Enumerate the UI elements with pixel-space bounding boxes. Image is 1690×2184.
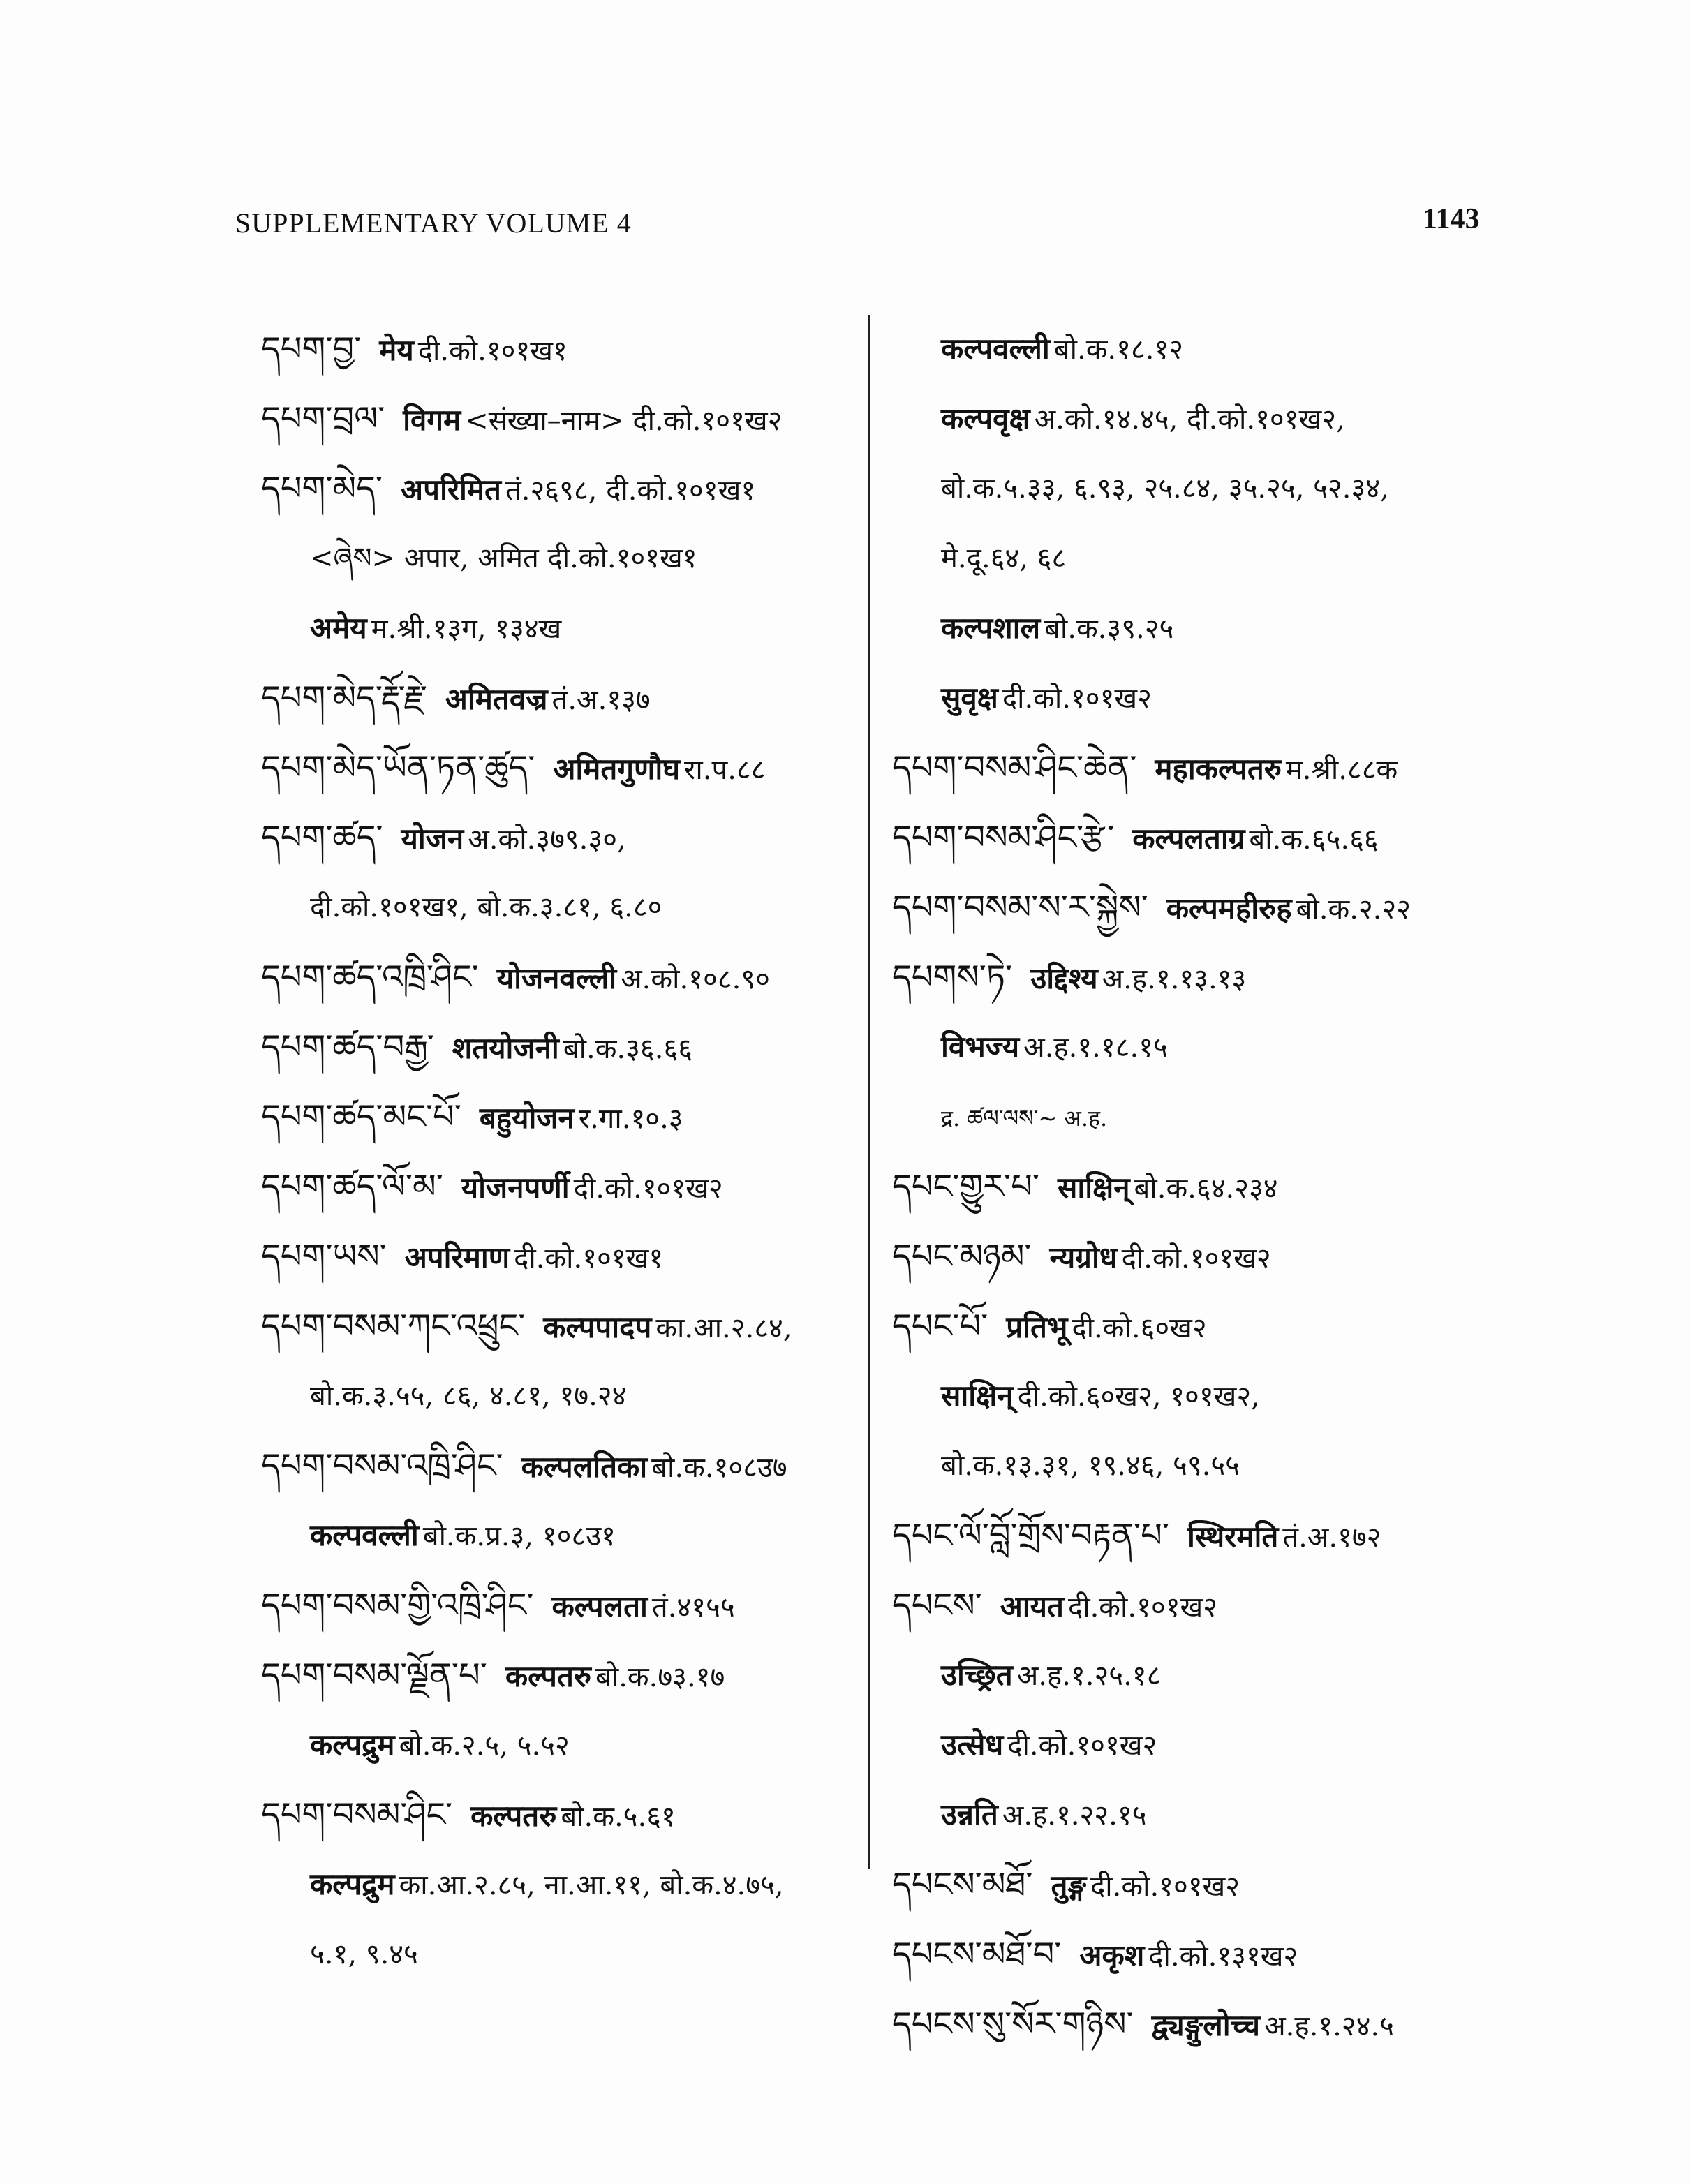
entry-continuation — [310, 1926, 861, 1996]
dictionary-entry — [892, 1159, 1506, 1228]
entry-line — [261, 321, 568, 379]
sanskrit-term: योजन — [401, 822, 464, 856]
entry-line — [261, 1577, 735, 1635]
tibetan-headword: དཔག་མེད་ཡོན་ཏན་ཚུད་ — [261, 748, 535, 787]
tibetan-headword: དཔག་བསམ་ལྗོན་པ་ — [261, 1656, 487, 1695]
tibetan-headword: དཔང་མཉམ་ — [892, 1237, 1032, 1276]
source-reference: बो.क.१८.१२ — [1053, 334, 1184, 366]
page-number: 1143 — [1423, 203, 1480, 235]
sanskrit-term: अमितवज्र — [445, 682, 548, 716]
source-reference: दी.को.१०१ख२ — [573, 1173, 723, 1205]
source-reference: दी.को.१३१ख२ — [1148, 1940, 1298, 1973]
sanskrit-term: अपरिमित — [401, 473, 501, 507]
entry-continuation — [941, 1647, 1506, 1717]
dictionary-entry — [892, 1857, 1506, 1926]
source-reference: रा.प.८८ — [684, 754, 766, 786]
source-reference: बो.क.२.५, ५.५२ — [399, 1730, 570, 1762]
dictionary-entry — [892, 1228, 1506, 1298]
source-reference: बो.क.२.२२ — [1296, 893, 1411, 926]
entry-line — [261, 740, 766, 798]
source-reference: अ.ह.१.१८.१५ — [1023, 1032, 1168, 1064]
entry-line — [261, 1298, 792, 1356]
sanskrit-term: कल्पद्रुम — [310, 1728, 395, 1762]
entry-line — [261, 1787, 676, 1845]
tibetan-headword: དཔག་བསམ་ཤིང་ — [261, 1795, 453, 1834]
dictionary-entry — [261, 321, 861, 391]
source-reference: म.श्री.८८क — [1285, 754, 1398, 786]
entry-line — [941, 670, 1152, 727]
source-reference: दी.को.१०१ख२ — [1002, 683, 1152, 715]
tibetan-headword: དཔང་གྱུར་པ་ — [892, 1167, 1039, 1206]
entry-continuation — [941, 1438, 1506, 1508]
entry-line — [892, 810, 1379, 868]
tibetan-headword: དཔངས་སུ་སོར་གཉིས་ — [892, 2005, 1134, 2044]
sanskrit-term: कल्पलताग्र — [1132, 822, 1245, 856]
sanskrit-term: सुवृक्ष — [941, 681, 998, 715]
entry-line — [892, 740, 1398, 798]
source-reference: अ.को.१४.४५, दी.को.१०१ख२, — [1034, 403, 1345, 436]
tibetan-headword: དཔང་པོ་ — [892, 1307, 988, 1346]
entry-line — [941, 530, 1066, 586]
entry-line — [261, 1438, 787, 1496]
source-reference: दी.को.१०१ख१, बो.क.३.८१, ६.८० — [310, 891, 662, 923]
sanskrit-term: कल्पमहीरुह — [1166, 891, 1292, 926]
tibetan-headword: དཔངས་མཐོ་ — [892, 1865, 1033, 1904]
source-reference: बो.क.३९.२५ — [1044, 613, 1174, 645]
dictionary-entry — [892, 1298, 1506, 1368]
source-reference: तं.अ.१७२ — [1282, 1522, 1381, 1554]
dictionary-entry — [261, 391, 861, 461]
source-reference: बो.क.३.५५, ८६, ४.८१, १७.२४ — [310, 1380, 627, 1412]
entry-continuation — [941, 530, 1506, 600]
source-reference: बो.क.१३.३१, १९.४६, ५९.५५ — [941, 1450, 1240, 1482]
sanskrit-term: योजनवल्ली — [496, 961, 617, 995]
sanskrit-term: कल्पतरु — [470, 1799, 557, 1833]
tibetan-headword: དཔག་བསམ་གྱི་འཁྲི་ཤིང་ — [261, 1586, 534, 1625]
source-reference: का.आ.२.८४, — [655, 1312, 792, 1344]
source-reference: र.गा.१०.३ — [578, 1103, 683, 1135]
entry-line — [892, 1298, 1207, 1356]
entry-continuation — [941, 1368, 1506, 1438]
source-reference: अ.ह.१.१३.१३ — [1102, 963, 1247, 995]
sanskrit-term: प्रतिभू — [1006, 1310, 1068, 1344]
entry-continuation — [941, 1787, 1506, 1857]
dictionary-entry — [261, 1089, 861, 1159]
entry-continuation — [310, 530, 861, 600]
sanskrit-term: कल्पवल्ली — [941, 332, 1050, 366]
sanskrit-term: द्व्यङ्गुलोच्च — [1151, 2008, 1261, 2042]
tibetan-headword: དཔག་མེད་རྡོ་རྗེ་ — [261, 678, 427, 718]
entry-line — [261, 810, 626, 868]
sanskrit-term: कल्पद्रुम — [310, 1867, 395, 1901]
entry-line — [941, 461, 1389, 517]
entry-line — [892, 879, 1411, 937]
entry-line — [892, 1996, 1394, 2054]
entry-line — [941, 1647, 1161, 1704]
entry-continuation — [310, 879, 861, 949]
entry-line — [941, 1019, 1168, 1076]
source-reference: तं.अ.१३७ — [551, 684, 651, 716]
dictionary-entry — [261, 1298, 861, 1368]
entry-continuation — [941, 321, 1506, 391]
entry-continuation — [941, 600, 1506, 670]
source-reference: बो.क.५.६१ — [561, 1801, 676, 1833]
tibetan-headword: དཔང་ལོ་བློ་གྲོས་བརྟན་པ་ — [892, 1516, 1169, 1555]
dictionary-entry — [892, 879, 1506, 949]
entry-line — [941, 321, 1183, 378]
source-reference: <संख्या–नाम> दी.को.१०१ख२ — [465, 405, 783, 437]
entry-line — [261, 1647, 725, 1705]
source-reference: द्र. ཚལ་ལས་~ अ.ह. — [941, 1105, 1108, 1131]
sanskrit-term: कल्पपादप — [543, 1310, 652, 1344]
entry-line — [892, 1228, 1271, 1286]
source-reference: दी.को.६०ख२ — [1072, 1312, 1207, 1344]
source-reference: का.आ.२.८५, ना.आ.११, बो.क.४.७५, — [399, 1869, 784, 1901]
source-reference: बो.क.५.३३, ६.९३, २५.८४, ३५.२५, ५२.३४, — [941, 473, 1389, 505]
source-reference: अ.ह.१.२५.१८ — [1016, 1660, 1162, 1692]
dictionary-entry — [892, 1508, 1506, 1577]
entry-continuation — [941, 1717, 1506, 1787]
source-reference: म.श्री.१३ग, १३४ख — [371, 613, 562, 645]
dictionary-entry — [261, 1577, 861, 1647]
entry-line — [310, 1508, 616, 1564]
sanskrit-term: उद्दिश्य — [1030, 961, 1098, 995]
sanskrit-term: उच्छ्रित — [941, 1658, 1013, 1692]
source-reference: दी.को.१०१ख२ — [1121, 1242, 1271, 1275]
entry-continuation — [941, 670, 1506, 740]
sanskrit-term: कल्पवृक्ष — [941, 401, 1030, 436]
tibetan-headword: དཔག་བསམ་ཀང་འཕྲུང་ — [261, 1307, 526, 1346]
tibetan-headword: དཔག་ཚད་ — [261, 818, 383, 857]
entry-line — [310, 530, 697, 586]
entry-line — [892, 1508, 1381, 1566]
sanskrit-term: कल्पलता — [551, 1589, 648, 1624]
dictionary-entry — [261, 949, 861, 1019]
entry-continuation — [310, 1857, 861, 1926]
entry-line — [941, 1368, 1260, 1425]
entry-continuation — [941, 1089, 1506, 1159]
source-reference: बो.क.३६.६६ — [563, 1033, 693, 1065]
sanskrit-term: न्यग्रोध — [1049, 1240, 1118, 1275]
source-reference: बो.क.७३.१७ — [595, 1661, 725, 1693]
entry-continuation — [941, 391, 1506, 461]
source-reference: <ཞེས> अपार, अमित दी.को.१०१ख१ — [310, 542, 697, 574]
sanskrit-term: योजनपर्णी — [461, 1171, 570, 1205]
entry-continuation — [310, 1508, 861, 1577]
tibetan-headword: དཔག་བསམ་ཤིང་རྩེ་ — [892, 818, 1115, 857]
sanskrit-term: महाकल्पतरु — [1155, 752, 1282, 786]
source-reference: तं.४१५५ — [651, 1591, 735, 1624]
dictionary-entry — [261, 740, 861, 810]
entry-line — [261, 1089, 683, 1147]
source-reference: अ.को.३७९.३०, — [468, 824, 626, 856]
entry-line — [941, 1717, 1157, 1774]
source-reference: अ.को.१०८.९० — [621, 963, 770, 995]
tibetan-headword: དཔག་བྲལ་ — [261, 399, 385, 438]
tibetan-headword: དཔགས་ཏེ་ — [892, 958, 1013, 997]
sanskrit-term: आयत — [1000, 1589, 1064, 1624]
sanskrit-term: अमेय — [310, 611, 367, 645]
entry-line — [310, 600, 561, 657]
entry-line — [892, 1159, 1278, 1217]
sanskrit-term: साक्षिन् — [941, 1379, 1014, 1413]
sanskrit-term: विभज्य — [941, 1030, 1020, 1064]
entry-line — [261, 670, 651, 728]
tibetan-headword: དཔག་ཡས་ — [261, 1237, 387, 1276]
source-reference: बो.क.प्र.३, १०८उ१ — [422, 1520, 616, 1552]
source-reference: बो.क.६४.२३४ — [1134, 1173, 1278, 1205]
sanskrit-term: उत्सेध — [941, 1728, 1004, 1762]
entry-line — [941, 1787, 1146, 1843]
tibetan-headword: དཔག་ཚད་ལོ་མ་ — [261, 1167, 443, 1206]
tibetan-headword: དཔག་བསམ་འཁྲི་ཤིང་ — [261, 1446, 503, 1485]
sanskrit-term: बहुयोजन — [479, 1101, 575, 1135]
entry-line — [941, 1089, 1107, 1146]
entry-continuation — [310, 1717, 861, 1787]
entry-line — [892, 1577, 1217, 1635]
running-header: SUPPLEMENTARY VOLUME 4 — [235, 207, 632, 239]
dictionary-entry — [892, 810, 1506, 879]
source-reference: अ.ह.१.२२.१५ — [1002, 1799, 1147, 1832]
entry-line — [261, 949, 770, 1007]
tibetan-headword: དཔག་ཚད་མང་པོ་ — [261, 1097, 461, 1136]
dictionary-entry — [261, 1438, 861, 1508]
dictionary-entry — [892, 949, 1506, 1019]
dictionary-entry — [892, 1996, 1506, 2066]
sanskrit-term: तुङ्ग — [1051, 1869, 1087, 1903]
tibetan-headword: དཔག་བསམ་ཤིང་ཆེན་ — [892, 748, 1137, 787]
entry-line — [892, 1926, 1298, 1984]
entry-line — [261, 1228, 663, 1286]
sanskrit-term: मेय — [379, 333, 414, 367]
entry-line — [892, 1857, 1240, 1915]
source-reference: दी.को.६०ख२, १०१ख२, — [1017, 1381, 1260, 1413]
source-reference: दी.को.१०१ख२ — [1067, 1591, 1218, 1624]
source-reference: मे.दू.६४, ६८ — [941, 542, 1067, 574]
entry-line — [310, 879, 662, 935]
sanskrit-term: अकृश — [1079, 1938, 1145, 1973]
entry-line — [261, 1019, 692, 1077]
dictionary-entry — [261, 1647, 861, 1717]
entry-line — [892, 949, 1246, 1007]
entry-continuation — [310, 600, 861, 670]
sanskrit-term: स्थिरमति — [1187, 1520, 1279, 1554]
entry-line — [310, 1926, 418, 1982]
dictionary-entry — [261, 1159, 861, 1228]
tibetan-headword: དཔག་བྱ་ — [261, 329, 362, 369]
right-column — [892, 321, 1506, 2066]
sanskrit-term: अपरिमाण — [404, 1240, 510, 1275]
entry-line — [261, 461, 755, 519]
entry-line — [941, 391, 1345, 447]
dictionary-entry — [261, 810, 861, 879]
dictionary-entry — [892, 740, 1506, 810]
sanskrit-term: साक्षिन् — [1057, 1171, 1130, 1205]
source-reference: तं.२६९८, दी.को.१०१ख१ — [505, 475, 756, 507]
sanskrit-term: अमितगुणौघ — [553, 752, 681, 786]
dictionary-entry — [261, 670, 861, 740]
source-reference: बो.क.१०८उ७ — [651, 1452, 787, 1484]
source-reference: दी.को.१०१ख१ — [417, 335, 568, 367]
entry-line — [261, 391, 782, 449]
entry-line — [941, 1438, 1240, 1494]
sanskrit-term: उन्नति — [941, 1797, 998, 1832]
source-reference: ५.१, ९.४५ — [310, 1938, 418, 1970]
entry-continuation — [310, 1368, 861, 1438]
dictionary-entry — [892, 1926, 1506, 1996]
source-reference: अ.ह.१.२४.५ — [1264, 2010, 1394, 2042]
source-reference: बो.क.६५.६६ — [1249, 824, 1379, 856]
tibetan-headword: དཔངས་ — [892, 1586, 982, 1625]
entry-line — [310, 1717, 570, 1774]
tibetan-headword: དཔག་ཚད་བརྒྱ་ — [261, 1027, 434, 1067]
entry-line — [310, 1368, 626, 1424]
sanskrit-term: कल्पलतिका — [521, 1450, 648, 1484]
dictionary-entry — [261, 461, 861, 530]
entry-line — [310, 1857, 784, 1913]
tibetan-headword: དཔག་ཚད་འཁྲི་ཤིང་ — [261, 958, 479, 997]
left-column — [261, 321, 861, 1996]
dictionary-entry — [261, 1019, 861, 1089]
entry-line — [261, 1159, 723, 1217]
dictionary-entry — [892, 1577, 1506, 1647]
entry-continuation — [941, 461, 1506, 530]
sanskrit-term: शतयोजनी — [452, 1031, 559, 1065]
dictionary-entry — [261, 1787, 861, 1857]
tibetan-headword: དཔག་མེད་ — [261, 469, 383, 508]
source-reference: दी.को.१०१ख२ — [1007, 1730, 1157, 1762]
source-reference: दी.को.१०१ख१ — [514, 1242, 664, 1275]
sanskrit-term: कल्पवल्ली — [310, 1518, 419, 1552]
column-divider — [868, 315, 870, 1869]
sanskrit-term: कल्पशाल — [941, 611, 1041, 645]
source-reference: दी.को.१०१ख२ — [1090, 1871, 1240, 1903]
sanskrit-term: कल्पतरु — [505, 1659, 591, 1693]
sanskrit-term: विगम — [403, 403, 461, 437]
dictionary-entry — [261, 1228, 861, 1298]
entry-continuation — [941, 1019, 1506, 1089]
tibetan-headword: དཔངས་མཐོ་བ་ — [892, 1935, 1062, 1974]
tibetan-headword: དཔག་བསམ་ས་ར་སྐྱེས་ — [892, 888, 1148, 927]
entry-line — [941, 600, 1173, 657]
